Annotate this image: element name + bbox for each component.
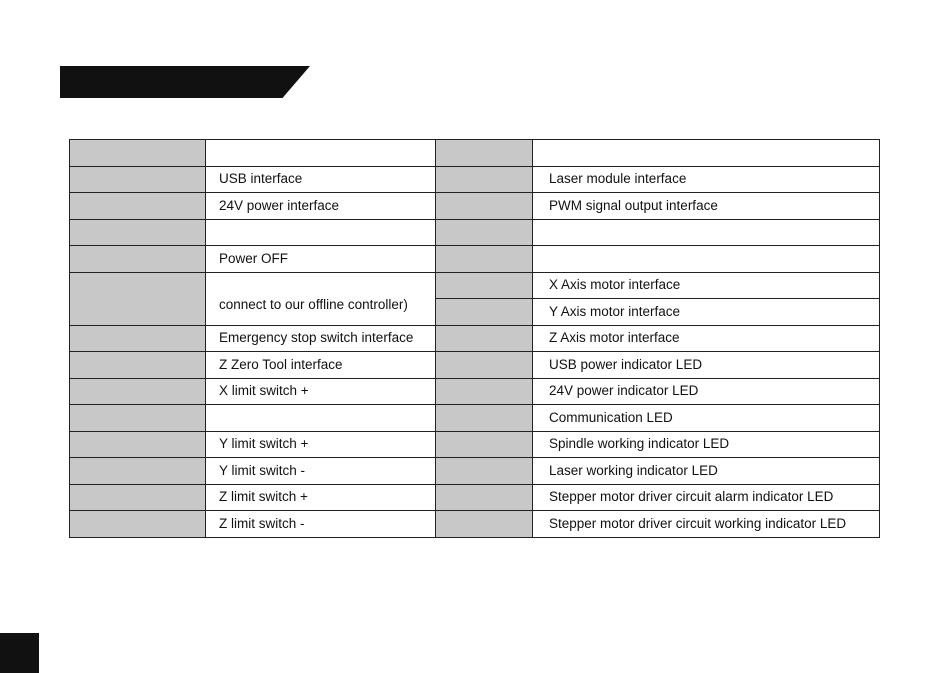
left-description: Z limit switch +: [206, 484, 436, 511]
table-row: [70, 431, 880, 458]
left-code-cell: [70, 378, 206, 405]
table-row: [70, 352, 880, 379]
left-description: Power OFF: [206, 246, 436, 273]
left-code-cell: [70, 431, 206, 458]
left-description: [206, 219, 436, 246]
right-code-cell: [436, 140, 533, 167]
right-description: Laser module interface: [533, 166, 880, 193]
left-description: USB interface: [206, 166, 436, 193]
right-description: [533, 219, 880, 246]
left-code-cell: [70, 140, 206, 167]
left-code-cell: [70, 352, 206, 379]
right-code-cell: [436, 272, 533, 299]
left-description: [206, 140, 436, 167]
right-code-cell: [436, 219, 533, 246]
right-code-cell: [436, 193, 533, 220]
left-code-cell: [70, 219, 206, 246]
table-row: [70, 511, 880, 538]
right-description: Stepper motor driver circuit alarm indicator LED: [533, 484, 880, 511]
right-description: Laser working indicator LED: [533, 458, 880, 485]
right-code-cell: [436, 484, 533, 511]
table-row: [70, 193, 880, 220]
right-code-cell: [436, 352, 533, 379]
right-code-cell: [436, 325, 533, 352]
table-row: [70, 246, 880, 273]
table-row: [70, 484, 880, 511]
right-code-cell: [436, 458, 533, 485]
left-description: Z Zero Tool interface: [206, 352, 436, 379]
right-description: [533, 140, 880, 167]
left-description: [206, 405, 436, 432]
right-code-cell: [436, 405, 533, 432]
right-description: Communication LED: [533, 405, 880, 432]
right-description: Stepper motor driver circuit working indicator LED: [533, 511, 880, 538]
left-description: Z limit switch -: [206, 511, 436, 538]
table-row: [70, 219, 880, 246]
left-code-cell: [70, 511, 206, 538]
left-code-cell: [70, 458, 206, 485]
left-code-cell: [70, 272, 206, 325]
right-code-cell: [436, 511, 533, 538]
left-code-cell: [70, 325, 206, 352]
right-description: Y Axis motor interface: [533, 299, 880, 326]
right-description: Z Axis motor interface: [533, 325, 880, 352]
left-code-cell: [70, 246, 206, 273]
left-description: Y limit switch -: [206, 458, 436, 485]
table-row: [70, 272, 880, 299]
right-code-cell: [436, 166, 533, 193]
page-tab-marker: [0, 633, 39, 673]
left-code-cell: [70, 193, 206, 220]
section-title-banner: [60, 66, 310, 98]
right-code-cell: [436, 378, 533, 405]
table-row: [70, 166, 880, 193]
right-description: X Axis motor interface: [533, 272, 880, 299]
table-row: [70, 405, 880, 432]
right-code-cell: [436, 431, 533, 458]
left-code-cell: [70, 405, 206, 432]
left-description: 24V power interface: [206, 193, 436, 220]
right-code-cell: [436, 299, 533, 326]
right-code-cell: [436, 246, 533, 273]
left-description: connect to our offline controller): [219, 296, 408, 312]
right-description: 24V power indicator LED: [533, 378, 880, 405]
left-description: Y limit switch +: [206, 431, 436, 458]
table-row: [70, 325, 880, 352]
right-description: [533, 246, 880, 273]
left-description: X limit switch +: [206, 378, 436, 405]
left-code-cell: [70, 166, 206, 193]
left-description: Emergency stop switch interface: [206, 325, 436, 352]
left-description-merged: [206, 272, 436, 325]
table-row: [70, 140, 880, 167]
right-description: Spindle working indicator LED: [533, 431, 880, 458]
interface-spec-table: [69, 139, 880, 538]
left-code-cell: [70, 484, 206, 511]
right-description: USB power indicator LED: [533, 352, 880, 379]
table-row: [70, 378, 880, 405]
table-row: [70, 458, 880, 485]
right-description: PWM signal output interface: [533, 193, 880, 220]
